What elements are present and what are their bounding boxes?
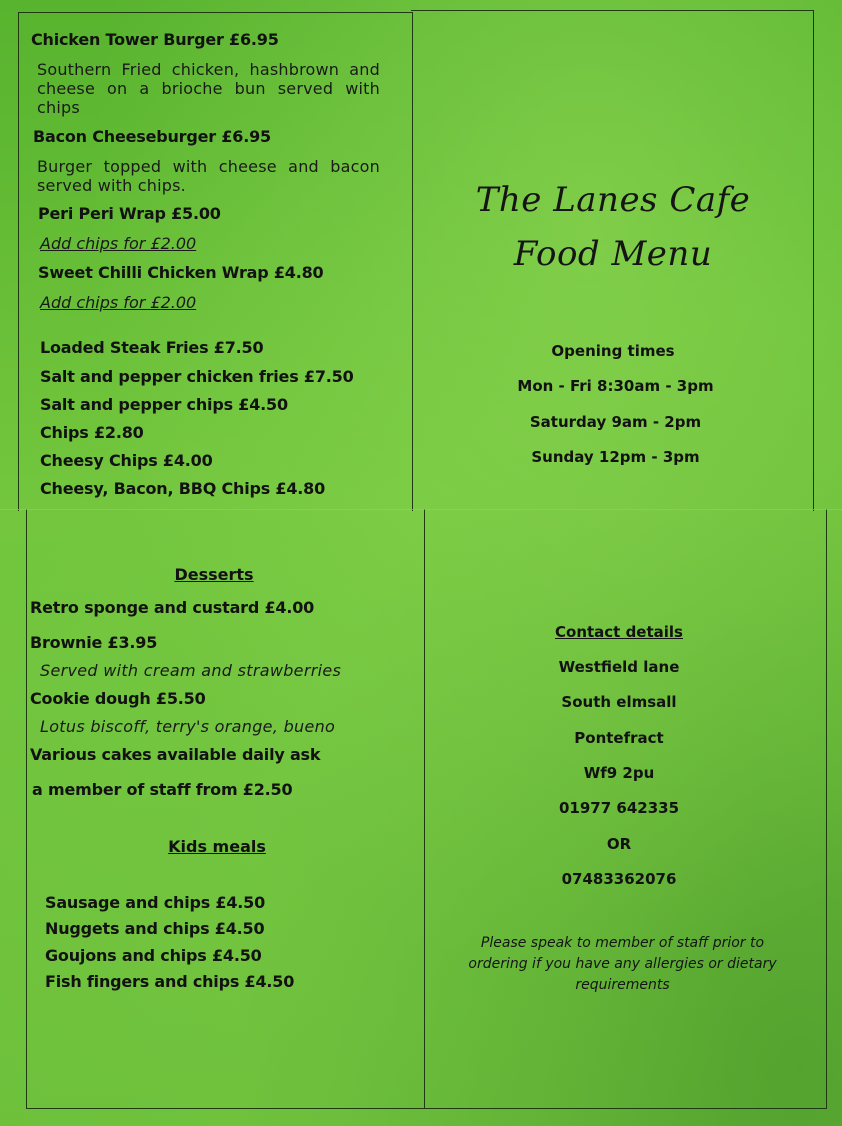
- contact-line: Westfield lane: [558, 658, 680, 676]
- contact-line: Pontefract: [574, 729, 664, 747]
- side-item: Loaded Steak Fries £7.50: [40, 338, 264, 357]
- opening-times-line: Sunday 12pm - 3pm: [531, 448, 700, 466]
- item-chicken-tower-burger: Chicken Tower Burger £6.95: [31, 30, 279, 49]
- dessert-line: Brownie £3.95: [30, 633, 158, 652]
- horizontal-fold: [0, 509, 842, 510]
- menu-subtitle: Food Menu: [513, 234, 713, 274]
- item-peri-peri-wrap-addon: Add chips for £2.00: [40, 234, 197, 253]
- allergy-note: Please speak to member of staff prior to ordering if you have any allergies or dietary requirements: [468, 935, 777, 993]
- kids-item: Nuggets and chips £4.50: [45, 919, 265, 938]
- side-item: Chips £2.80: [40, 423, 144, 442]
- left-outer-line: [26, 509, 27, 1109]
- kids-item: Goujons and chips £4.50: [45, 946, 262, 965]
- kids-meals-heading: Kids meals: [168, 837, 266, 856]
- side-item: Salt and pepper chicken fries £7.50: [40, 367, 354, 386]
- right-outer-line: [826, 509, 827, 1109]
- kids-item: Sausage and chips £4.50: [45, 893, 266, 912]
- contact-line: 01977 642335: [558, 799, 680, 817]
- side-item: Cheesy, Bacon, BBQ Chips £4.80: [40, 479, 326, 498]
- dessert-line: Lotus biscoff, terry's orange, bueno: [40, 717, 336, 736]
- contact-line: 07483362076: [561, 870, 677, 888]
- opening-times-line: Mon - Fri 8:30am - 3pm: [517, 377, 714, 395]
- side-item: Cheesy Chips £4.00: [40, 451, 213, 470]
- dessert-line: Various cakes available daily ask: [30, 745, 321, 764]
- opening-times-line: Saturday 9am - 2pm: [529, 413, 702, 431]
- item-sweet-chilli-wrap-addon: Add chips for £2.00: [40, 293, 197, 312]
- item-chicken-tower-burger-desc: Southern Fried chicken, hashbrown and cheese on a brioche bun served with chips: [37, 60, 380, 117]
- cafe-title: The Lanes Cafe: [475, 180, 751, 220]
- dessert-line: Cookie dough £5.50: [30, 689, 206, 708]
- item-sweet-chilli-wrap: Sweet Chilli Chicken Wrap £4.80: [38, 263, 324, 282]
- item-bacon-cheeseburger: Bacon Cheeseburger £6.95: [33, 127, 271, 146]
- side-item: Salt and pepper chips £4.50: [40, 395, 288, 414]
- kids-item: Fish fingers and chips £4.50: [45, 972, 295, 991]
- item-peri-peri-wrap: Peri Peri Wrap £5.00: [38, 204, 221, 223]
- bottom-border: [26, 1108, 827, 1109]
- dessert-line: a member of staff from £2.50: [32, 780, 293, 799]
- opening-times-heading: Opening times: [551, 342, 675, 360]
- contact-line: South elmsall: [561, 693, 677, 711]
- item-bacon-cheeseburger-desc: Burger topped with cheese and bacon served with chips.: [37, 157, 380, 195]
- contact-line: OR: [606, 835, 632, 853]
- contact-line: Wf9 2pu: [583, 764, 655, 782]
- contact-heading: Contact details: [555, 623, 683, 641]
- dessert-line: Retro sponge and custard £4.00: [30, 598, 315, 617]
- desserts-heading: Desserts: [174, 565, 254, 584]
- dessert-line: Served with cream and strawberries: [40, 661, 342, 680]
